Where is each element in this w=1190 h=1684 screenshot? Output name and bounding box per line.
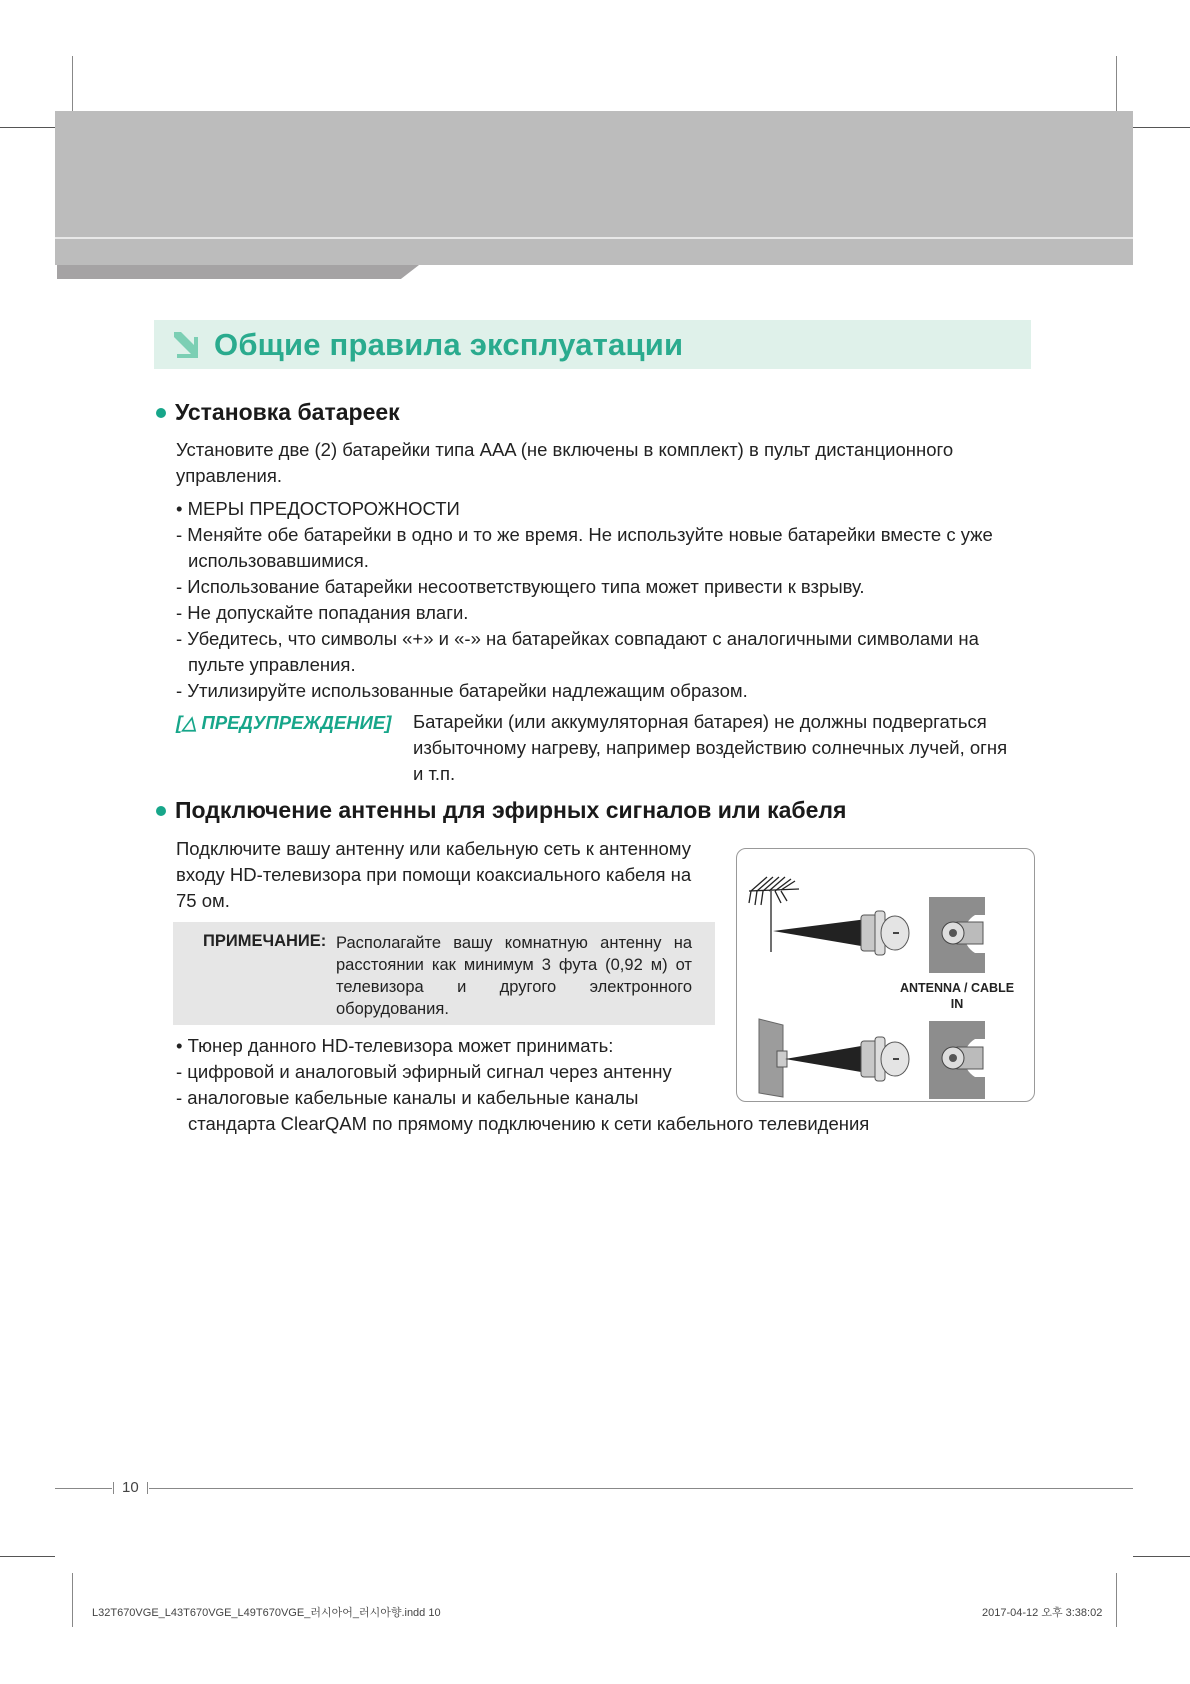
wall-outlet-icon [759,1019,787,1097]
coax-connector-icon [861,1037,909,1081]
label-line: IN [950,997,964,1011]
antenna-intro [176,836,691,914]
coax-cable-icon [773,919,867,947]
precautions-list [176,496,993,704]
crop-mark-bottom-left-h [0,1556,55,1557]
note-box [173,922,715,1025]
bullet-icon [156,806,166,816]
roof-antenna-icon [749,877,799,952]
list-item: - Не допускайте попадания влаги. [176,602,469,623]
heading-antenna [154,797,846,824]
text-line: входу HD-телевизора при помощи коаксиального кабеля на [176,864,692,885]
list-item: - цифровой и аналоговый эфирный сигнал через антенну [176,1061,672,1082]
cable-port-icon [929,1021,985,1099]
list-item: - Меняйте обе батарейки в одно и то же время. Не используйте новые батарейки вместе с уже [176,524,993,545]
crop-mark-bottom-right-h [1133,1556,1190,1557]
text-line: управления. [176,465,283,486]
text-line: Установите две (2) батарейки типа AAA (не включены в комплект) в пульт дистанционного [176,439,954,460]
precautions-title: • МЕРЫ ПРЕДОСТОРОЖНОСТИ [176,498,460,519]
page-rule-tick [147,1482,148,1494]
header-band [55,111,1133,265]
text-line: 75 ом. [176,890,230,911]
heading-text: Подключение антенны для эфирных сигналов или кабеля [175,797,847,823]
crop-mark-top-left-v [72,56,73,111]
crop-mark-bottom-left-v [72,1573,73,1627]
list-item-cont: стандарта ClearQAM по прямому подключению к сети кабельного телевидения [188,1113,870,1134]
text-line: избыточному нагреву, например воздействию солнечных лучей, огня [413,737,1008,758]
coax-connector-icon [861,911,909,955]
page-rule-right [149,1488,1133,1489]
heading-text: Установка батареек [175,399,400,425]
warning-label: [△ ПРЕДУПРЕЖДЕНИЕ] [176,712,392,733]
antenna-cable-in-label [892,980,1022,1012]
text-line: и т.п. [413,763,456,784]
note-label: ПРИМЕЧАНИЕ: [203,932,327,950]
header-separator [55,237,1133,239]
note-text: Располагайте вашу комнатную антенну на расстоянии как минимум 3 фута (0,92 м) от телевизора и другого электронного оборудования. [336,934,692,1018]
list-item: - Утилизируйте использованные батарейки надлежащим образом. [176,680,748,701]
antenna-diagram-illustration [737,849,1034,1101]
list-item: - Использование батарейки несоответствующего типа может привести к взрыву. [176,576,865,597]
crop-mark-top-right-v [1116,56,1117,111]
header-tab [57,265,419,279]
list-item: - Убедитесь, что символы «+» и «-» на батарейках совпадают с аналогичными символами на [176,628,979,649]
text-line: Подключите вашу антенну или кабельную сеть к антенному [176,838,691,859]
label-line: ANTENNA / CABLE [899,981,1015,995]
antenna-connection-diagram [736,848,1035,1102]
text-line: Батарейки (или аккумуляторная батарея) не должны подвергаться [413,711,987,732]
section-title-bar [154,320,1031,369]
footer-timestamp: 2017-04-12 오후 3:38:02 [982,1607,1103,1619]
footer-filename: L32T670VGE_L43T670VGE_L49T670VGE_러시아어_러시아향.indd 10 [92,1607,441,1619]
list-item-cont: пульте управления. [188,654,356,675]
crop-mark-bottom-right-v [1116,1573,1117,1627]
page-rule-left [55,1488,112,1489]
section-title: Общие правила эксплуатации [214,326,684,362]
tuner-title: • Тюнер данного HD-телевизора может принимать: [176,1035,614,1056]
battery-intro [176,437,953,489]
crop-mark-top-left-h [0,127,55,128]
page-number: 10 [122,1479,139,1496]
list-item-cont: использовавшимися. [188,550,369,571]
coax-cable-icon [785,1045,867,1073]
antenna-port-icon [929,897,985,973]
warning-text [413,709,1007,787]
list-item: - аналоговые кабельные каналы и кабельные каналы [176,1087,639,1108]
page-rule-tick [113,1482,114,1494]
arrow-down-right-icon [170,330,200,360]
crop-mark-top-right-h [1133,127,1190,128]
bullet-icon [156,408,166,418]
heading-battery-install [154,399,400,426]
